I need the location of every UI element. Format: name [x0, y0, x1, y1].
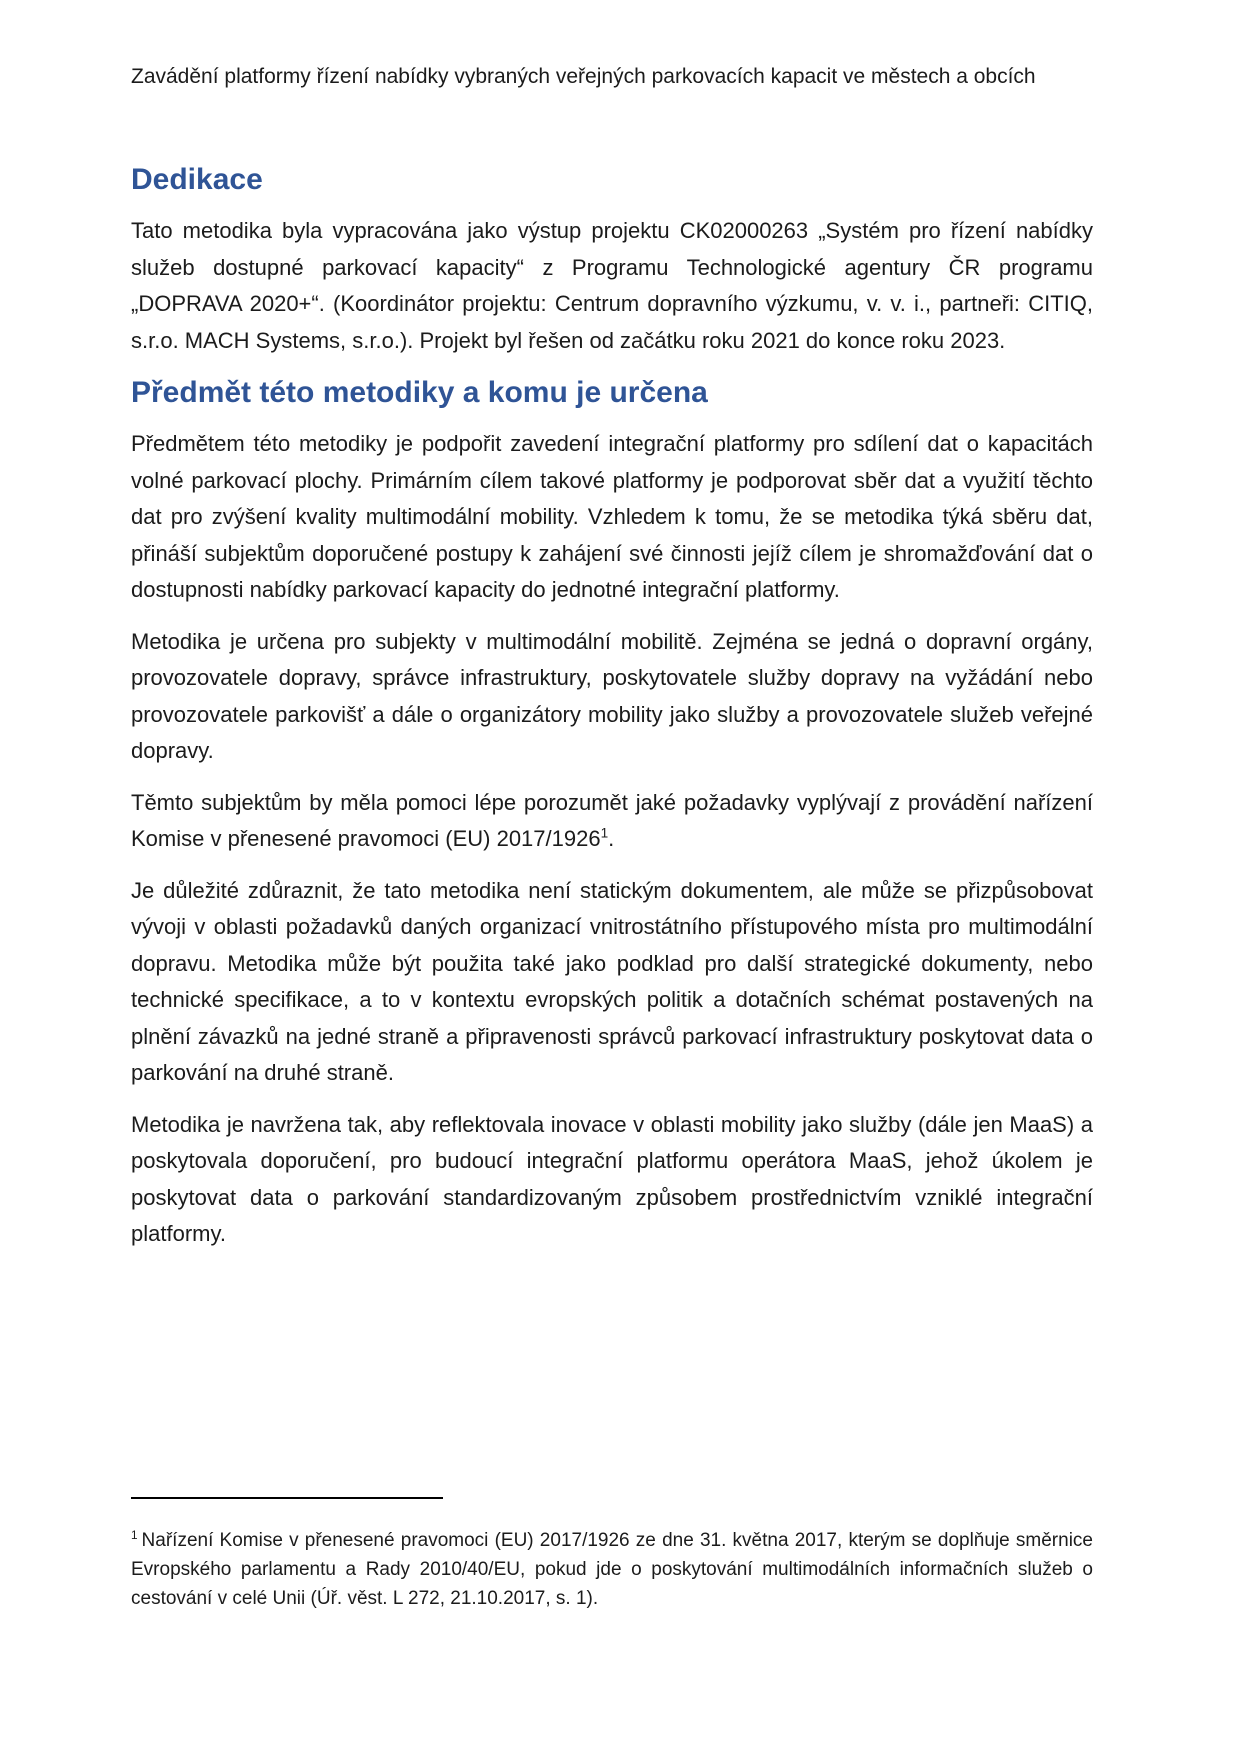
paragraph-predmet-3-period: . — [608, 826, 615, 851]
footnote — [131, 1526, 1093, 1613]
footnote-area — [131, 1497, 1093, 1613]
footnote-text: Nařízení Komise v přenesené pravomoci (EU) 2017/1926 ze dne 31. května 2017, kterým se doplňuje směrnice Evropského parlamentu a Rady 2010/40/EU, pokud jde o poskytování multimodálních informačních služeb o cestování v celé Unii (Úř. věst. L 272, 21.10.2017, s. 1). — [131, 1530, 1093, 1609]
section-title-predmet: Předmět této metodiky a komu je určena — [131, 376, 708, 409]
paragraph-predmet-1: Předmětem této metodiky je podpořit zavedení integrační platformy pro sdílení dat o kapacitách volné parkovací plochy. Primárním cílem takové platformy je podporovat sběr dat a využití těchto dat pro zvýšení kvality multimodální mobility. Vzhledem k tomu, že se metodika týká sběru dat, přináší subjektům doporučené postupy k zahájení své činnosti jejíž cílem je shromažďování dat o dostupnosti nabídky parkovací kapacity do jednotné integrační platformy. — [131, 431, 1093, 602]
paragraph-predmet-2: Metodika je určena pro subjekty v multimodální mobilitě. Zejména se jedná o dopravní orgány, provozovatele dopravy, správce infrastruktury, poskytovatele služby dopravy na vyžádání nebo provozovatele parkovišť a dále o organizátory mobility jako služby a provozovatele služeb veřejné dopravy. — [131, 628, 1093, 763]
footnote-separator-rule — [131, 1497, 443, 1499]
section-title-dedikace: Dedikace — [131, 163, 263, 196]
running-header — [131, 63, 1093, 91]
running-header-text: Zavádění platformy řízení nabídky vybraných veřejných parkovacích kapacit ve městech a obcích — [131, 65, 1036, 88]
paragraph-predmet-4: Je důležité zdůraznit, že tato metodika není statickým dokumentem, ale může se přizpůsobovat vývoji v oblasti požadavků daných organizací vnitrostátního přístupového místa pro multimodální dopravu. Metodika může být použita také jako podklad pro další strategické dokumenty, nebo technické specifikace, a to v kontextu evropských politik a dotačních schémat postavených na plnění závazků na jedné straně a připravenosti správců parkovací infrastruktury poskytovat data o parkování na druhé straně. — [131, 877, 1093, 1085]
footnote-reference-marker: 1 — [600, 825, 609, 841]
paragraph-predmet-3-text: Těmto subjektům by měla pomoci lépe porozumět jaké požadavky vyplývají z provádění nařízení Komise v přenesené pravomoci (EU) 2017/1926 — [131, 789, 1093, 851]
footnote-number: 1 — [131, 1528, 138, 1542]
paragraph-predmet-5: Metodika je navržena tak, aby reflektovala inovace v oblasti mobility jako služby (dále jen MaaS) a poskytovala doporučení, pro budoucí integrační platformu operátora MaaS, jehož úkolem je poskytovat data o parkování standardizovaným způsobem prostřednictvím vzniklé integrační platformy. — [131, 1111, 1093, 1246]
paragraph-dedikace-1: Tato metodika byla vypracována jako výstup projektu CK02000263 „Systém pro řízení nabídky služeb dostupné parkovací kapacity“ z Programu Technologické agentury ČR programu „DOPRAVA 2020+“. (Koordinátor projektu: Centrum dopravního výzkumu, v. v. i., partneři: CITIQ, s.r.o. MACH Systems, s.r.o.). Projekt byl řešen od začátku roku 2021 do konce roku 2023. — [131, 218, 1093, 353]
paragraph-predmet-3 — [131, 785, 1093, 858]
document-content — [131, 63, 1093, 1268]
